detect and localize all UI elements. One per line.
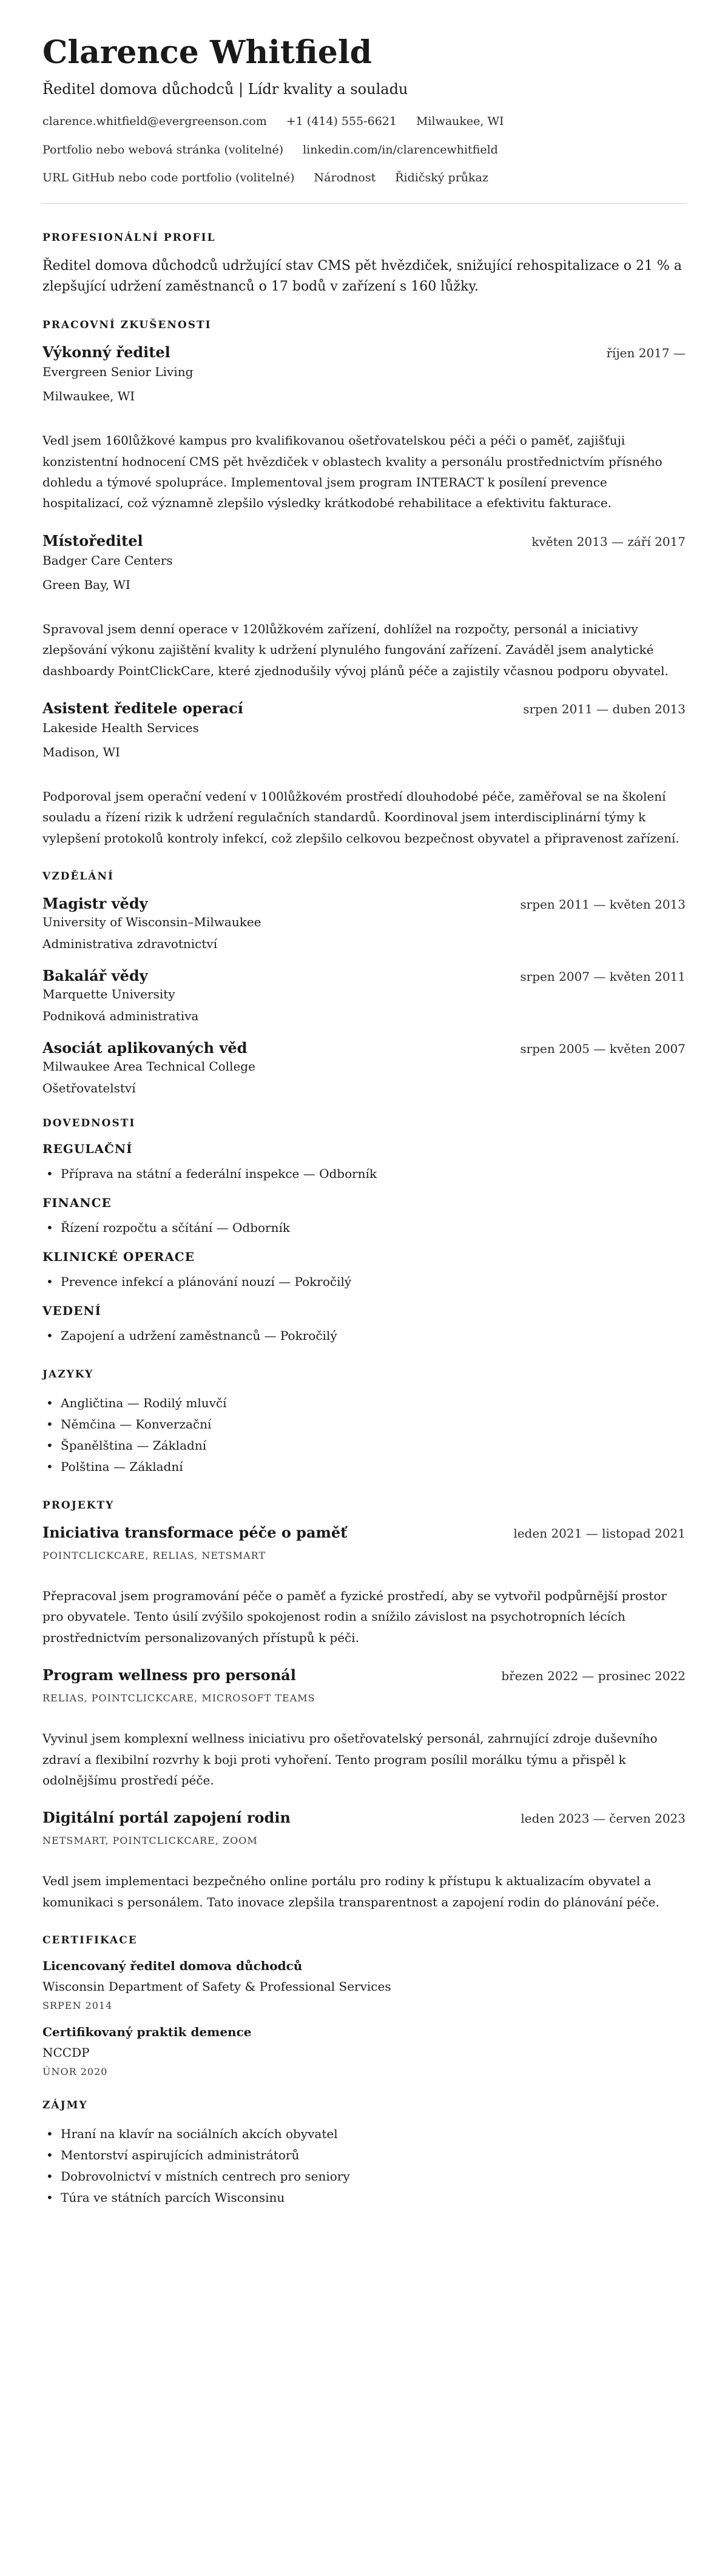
field-of-study: Podniková administrativa <box>42 1009 199 1024</box>
project-name: Iniciativa transformace péče o paměť <box>42 1524 348 1542</box>
skills-section <box>42 1117 686 1347</box>
project-technologies: RELIAS, POINTCLICKCARE, MICROSOFT TEAMS <box>42 1692 315 1704</box>
skill-category: VEDENÍ <box>42 1303 101 1319</box>
education-date: srpen 2005 — květen 2007 <box>520 1041 686 1057</box>
job-description: Podporoval jsem operační vedení v 100lůžkovém prostředí dlouhodobé péče, zaměřoval se na školení souladu a řízení rizik k udržení regulačních standardů. Koordinoval jsem interdisciplinární týmy k vylepšení protokolů kontroly infekcí, což zlepšilo celkovou bezpečnost obyvatel a připravenost zařízení. <box>42 789 679 846</box>
certifications-section <box>42 1934 686 2077</box>
project-description: Vedl jsem implementaci bezpečného online portálu pro rodiny k přístupu k aktualizacím obyvatel a komunikaci s personálem. Tato inovace zlepšila transparentnost a zapojení rodin do plánování péče. <box>42 1874 659 1909</box>
skill-item: • Prevence infekcí a plánování nouzí — Pokročilý <box>42 1271 686 1293</box>
skill-item: • Řízení rozpočtu a sčítání — Odborník <box>42 1217 686 1239</box>
certification-name: Licencovaný ředitel domova důchodců <box>42 1959 303 1974</box>
project-date: leden 2023 — červen 2023 <box>521 1811 686 1826</box>
language-list <box>42 1393 686 1478</box>
skill-list <box>42 1325 686 1347</box>
github-link[interactable]: URL GitHub nebo code portfolio (volitelné) <box>42 171 295 185</box>
contact-row-1 <box>42 113 686 130</box>
interest-item: • Túra ve státních parcích Wisconsinu <box>42 2187 686 2208</box>
certification-date: ÚNOR 2020 <box>42 2066 108 2078</box>
project-description: Vyvinul jsem komplexní wellness iniciativu pro ošetřovatelský personál, zahrnující zdroje duševního zdraví a flexibilní rozvrhy k boji proti vyhoření. Tento program posílil morálku týmu a přispěl k odolnějšímu prostředí péče. <box>42 1731 658 1788</box>
certification-issuer: Wisconsin Department of Safety & Professional Services <box>42 1979 391 1994</box>
interest-item: • Hraní na klavír na sociálních akcích obyvatel <box>42 2124 686 2145</box>
skill-item: • Příprava na státní a federální inspekce — Odborník <box>42 1163 686 1185</box>
profile-summary: Ředitel domova důchodců udržující stav CMS pět hvězdiček, snižující rehospitalizace o 21 % a zlepšující udržení zaměstnanců o 17 bodů v zařízení s 160 lůžky. <box>42 258 682 295</box>
section-title: JAZYKY <box>42 1368 94 1381</box>
school-name: Marquette University <box>42 987 175 1002</box>
project-entry <box>42 1666 686 1791</box>
projects-section <box>42 1499 686 1912</box>
school-name: University of Wisconsin–Milwaukee <box>42 915 261 930</box>
job-title: Asistent ředitele operací <box>42 699 243 717</box>
certification-name: Certifikovaný praktik demence <box>42 2025 252 2040</box>
experience-section <box>42 319 686 849</box>
job-date: srpen 2011 — duben 2013 <box>523 701 686 716</box>
section-title: CERTIFIKACE <box>42 1934 138 1947</box>
job-date: květen 2013 — září 2017 <box>531 534 686 549</box>
company-name: Evergreen Senior Living <box>42 365 194 380</box>
headline: Ředitel domova důchodců | Lídr kvality a souladu <box>42 81 408 98</box>
skill-list <box>42 1163 686 1185</box>
section-title: PRACOVNÍ ZKUŠENOSTI <box>42 319 212 332</box>
company-name: Lakeside Health Services <box>42 720 199 735</box>
section-title: PROFESIONÁLNÍ PROFIL <box>42 231 216 244</box>
header-divider <box>42 203 686 204</box>
certification-issuer: NCCDP <box>42 2045 90 2060</box>
language-item: • Angličtina — Rodilý mluvčí <box>42 1393 686 1414</box>
portfolio-link[interactable]: Portfolio nebo webová stránka (volitelné) <box>42 143 284 156</box>
project-name: Digitální portál zapojení rodin <box>42 1809 291 1827</box>
skill-category: REGULAČNÍ <box>42 1142 133 1157</box>
school-name: Milwaukee Area Technical College <box>42 1059 255 1074</box>
skill-item: • Zapojení a udržení zaměstnanců — Pokročilý <box>42 1325 686 1347</box>
degree-title: Magistr vědy <box>42 895 148 913</box>
company-name: Badger Care Centers <box>42 553 173 568</box>
job-title: Výkonný ředitel <box>42 343 170 362</box>
education-date: srpen 2011 — květen 2013 <box>520 897 686 912</box>
education-entry <box>42 1039 686 1095</box>
skill-category: KLINICKÉ OPERACE <box>42 1249 195 1265</box>
certification-entry <box>42 2025 686 2077</box>
job-date: říjen 2017 — <box>606 346 686 361</box>
field-of-study: Ošetřovatelství <box>42 1081 136 1096</box>
section-title: ZÁJMY <box>42 2099 88 2112</box>
project-name: Program wellness pro personál <box>42 1666 296 1684</box>
project-technologies: POINTCLICKCARE, RELIAS, NETSMART <box>42 1550 266 1562</box>
degree-title: Asociát aplikovaných věd <box>42 1039 248 1057</box>
interests-section <box>42 2099 686 2208</box>
education-date: srpen 2007 — květen 2011 <box>520 969 686 984</box>
project-description: Přepracoval jsem programování péče o paměť a fyzické prostředí, aby se vytvořil podpůrnější prostor pro obyvatele. Tento úsilí zvýšilo spokojenost rodin a snížilo závislost na psychotropních lécích prostřednictvím personalizovaných přístupů k péči. <box>42 1589 667 1645</box>
project-entry <box>42 1524 686 1648</box>
interest-item: • Dobrovolnictví v místních centrech pro seniory <box>42 2166 686 2187</box>
experience-entry <box>42 343 686 514</box>
interest-item: • Mentorství aspirujících administrátorů <box>42 2145 686 2166</box>
profile-section <box>42 232 686 297</box>
language-item: • Španělština — Základní <box>42 1435 686 1456</box>
email-link[interactable]: clarence.whitfield@evergreenson.com <box>42 115 267 129</box>
job-description: Vedl jsem 160lůžkové kampus pro kvalifikovanou ošetřovatelskou péči a péči o paměť, zajišťuji konzistentní hodnocení CMS pět hvězdiček v oblastech kvality a personálu prostřednictvím přísného dohledu a týmové spolupráce. Implementoval jsem program INTERACT k posílení prevence hospitalizací, což významně zlepšilo výsledky krátkodobé rehabilitace a efektivitu fakturace. <box>42 433 662 511</box>
languages-section <box>42 1368 686 1478</box>
job-location: Madison, WI <box>42 744 120 759</box>
project-technologies: NETSMART, POINTCLICKCARE, ZOOM <box>42 1835 258 1847</box>
phone-number[interactable]: +1 (414) 555-6621 <box>286 115 397 129</box>
skill-category: FINANCE <box>42 1196 112 1211</box>
education-entry <box>42 967 686 1023</box>
location: Milwaukee, WI <box>416 115 504 129</box>
interest-list <box>42 2124 686 2208</box>
certification-date: SRPEN 2014 <box>42 2000 113 2012</box>
job-description: Spravoval jsem denní operace v 120lůžkovém zařízení, dohlížel na rozpočty, personál a iniciativy zlepšování výkonu zajištění kvality k udržení plynulého fungování zařízení. Zaváděl jsem analytické dashboardy PointClickCare, které zjednodušily vývoj plánů péče a zajistily včasnou podporu obyvatel. <box>42 621 669 678</box>
resume-header <box>42 35 686 186</box>
section-title: DOVEDNOSTI <box>42 1117 136 1130</box>
language-item: • Němčina — Konverzační <box>42 1414 686 1435</box>
contact-row-3 <box>42 170 686 186</box>
project-entry <box>42 1809 686 1912</box>
contact-row-2 <box>42 142 686 158</box>
job-location: Green Bay, WI <box>42 577 130 592</box>
job-location: Milwaukee, WI <box>42 389 135 404</box>
candidate-name: Clarence Whitfield <box>42 34 372 71</box>
project-date: březen 2022 — prosinec 2022 <box>501 1669 686 1684</box>
section-title: VZDĚLÁNÍ <box>42 870 114 883</box>
education-section <box>42 870 686 1095</box>
language-item: • Polština — Základní <box>42 1456 686 1478</box>
education-entry <box>42 895 686 951</box>
degree-title: Bakalář vědy <box>42 967 148 985</box>
project-date: leden 2021 — listopad 2021 <box>513 1526 686 1541</box>
experience-entry <box>42 699 686 849</box>
experience-entry <box>42 532 686 681</box>
skill-list <box>42 1271 686 1293</box>
section-title: PROJEKTY <box>42 1499 115 1512</box>
drivers-license: Řidičský průkaz <box>395 171 488 185</box>
job-title: Místoředitel <box>42 531 143 550</box>
linkedin-link[interactable]: linkedin.com/in/clarencewhitfield <box>303 143 498 156</box>
certification-entry <box>42 1959 686 2011</box>
nationality: Národnost <box>314 171 376 185</box>
field-of-study: Administrativa zdravotnictví <box>42 937 218 952</box>
skill-list <box>42 1217 686 1239</box>
